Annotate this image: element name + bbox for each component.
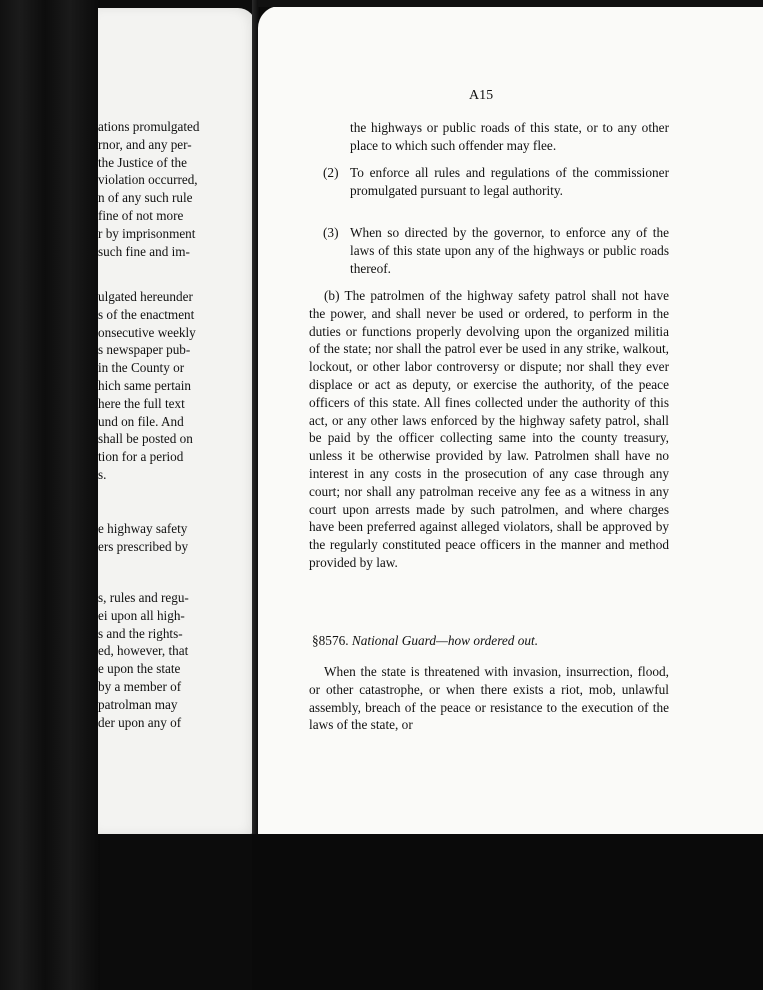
left-text-line: s and the rights-	[98, 625, 183, 641]
left-text-line: here the full text	[98, 395, 185, 411]
continuation-text: the highways or public roads of this state, or to any other place to which such offender may flee.	[350, 120, 669, 153]
left-text-line: s, rules and regu-	[98, 590, 189, 605]
left-text-line: r by imprisonment	[98, 225, 196, 241]
left-text-line: tion for a period	[98, 449, 184, 465]
paragraph-c-text: When the state is threatened with invasion, insurrection, flood, or other catastrophe, or when there exists a riot, mob, unlawful assembly, breach of the peace or resistance to the execution of the laws of the state, or	[309, 664, 669, 733]
continuation-paragraph	[350, 119, 669, 155]
left-text-line: der upon any of	[98, 714, 182, 730]
left-text-line: s of the enactment	[98, 306, 195, 322]
left-text-line: patrolman may	[98, 696, 178, 712]
left-text-line: hich same pertain	[98, 377, 192, 393]
left-text-line: such fine and im-	[98, 243, 190, 259]
left-text-line: e highway safety	[98, 521, 188, 536]
left-text-block-1	[98, 118, 256, 260]
paragraph-c	[309, 663, 669, 734]
left-text-line: fine of not more	[98, 207, 184, 223]
left-text-line: ed, however, that	[98, 643, 189, 659]
left-text-line: by a member of	[98, 678, 182, 694]
left-page-fragment	[98, 8, 256, 834]
left-text-block-2	[98, 288, 256, 484]
paragraph-b-text: (b) The patrolmen of the highway safety patrol shall not have the power, and shall never be used or ordered, to perform in the duties or functions properly devolving upon the organized militia of the state; nor shall the patrol ever be used in any strike, walkout, lockout, or other labor controversy or dispute; nor shall they ever displace or act as deputy, or exercise the authority, of the peace officers of this state. All fines collected under the authority of this act, or any other laws enforced by the highway safety patrol, shall be paid by the officer collecting same into the county treasury, unless it be otherwise provided by law. Patrolmen shall have no interest in any costs in the prosecution of any case through any court; nor shall any patrolman receive any fee as a witness in any court upon arrests made by such patrolmen, and where charges have been preferred against alleged violators, shall be approved by the regularly constituted peace officers in the manner and method provided by law.	[309, 288, 669, 570]
left-text-line: ei upon all high-	[98, 607, 185, 623]
left-text-line: s.	[98, 466, 107, 482]
left-text-line: ers prescribed by	[98, 538, 189, 554]
list-item-text: When so directed by the governor, to enforce any of the laws of this state upon any of the highways or public roads thereof.	[350, 225, 669, 276]
bottom-dark-band	[252, 834, 763, 990]
left-text-line: e upon the state	[98, 661, 181, 677]
section-number: §8576.	[312, 633, 349, 648]
paragraph-b	[309, 287, 669, 572]
top-dark-band	[258, 0, 763, 7]
section-title: National Guard—how ordered out.	[351, 633, 539, 648]
page-number: A15	[469, 88, 494, 103]
left-text-line: n of any such rule	[98, 190, 193, 206]
list-item-number: (2)	[323, 165, 339, 180]
left-text-line: violation occurred,	[98, 172, 198, 188]
scan-background-left	[0, 0, 100, 990]
left-text-line: shall be posted on	[98, 431, 193, 447]
list-item-text: To enforce all rules and regulations of the commissioner promulgated pursuant to legal authority.	[350, 165, 669, 198]
left-text-line: in the County or	[98, 360, 185, 376]
left-text-line: ations promulgated	[98, 119, 200, 134]
left-text-block-4	[98, 589, 256, 731]
left-text-line: onsecutive weekly	[98, 324, 196, 340]
list-item-number: (3)	[323, 225, 339, 240]
section-heading	[312, 633, 538, 649]
left-text-line: ulgated hereunder	[98, 289, 193, 304]
left-text-line: s newspaper pub-	[98, 342, 191, 358]
left-text-line: und on file. And	[98, 413, 184, 429]
left-text-line: rnor, and any per-	[98, 136, 192, 152]
left-text-line: the Justice of the	[98, 154, 187, 170]
left-text-block-3	[98, 520, 256, 556]
